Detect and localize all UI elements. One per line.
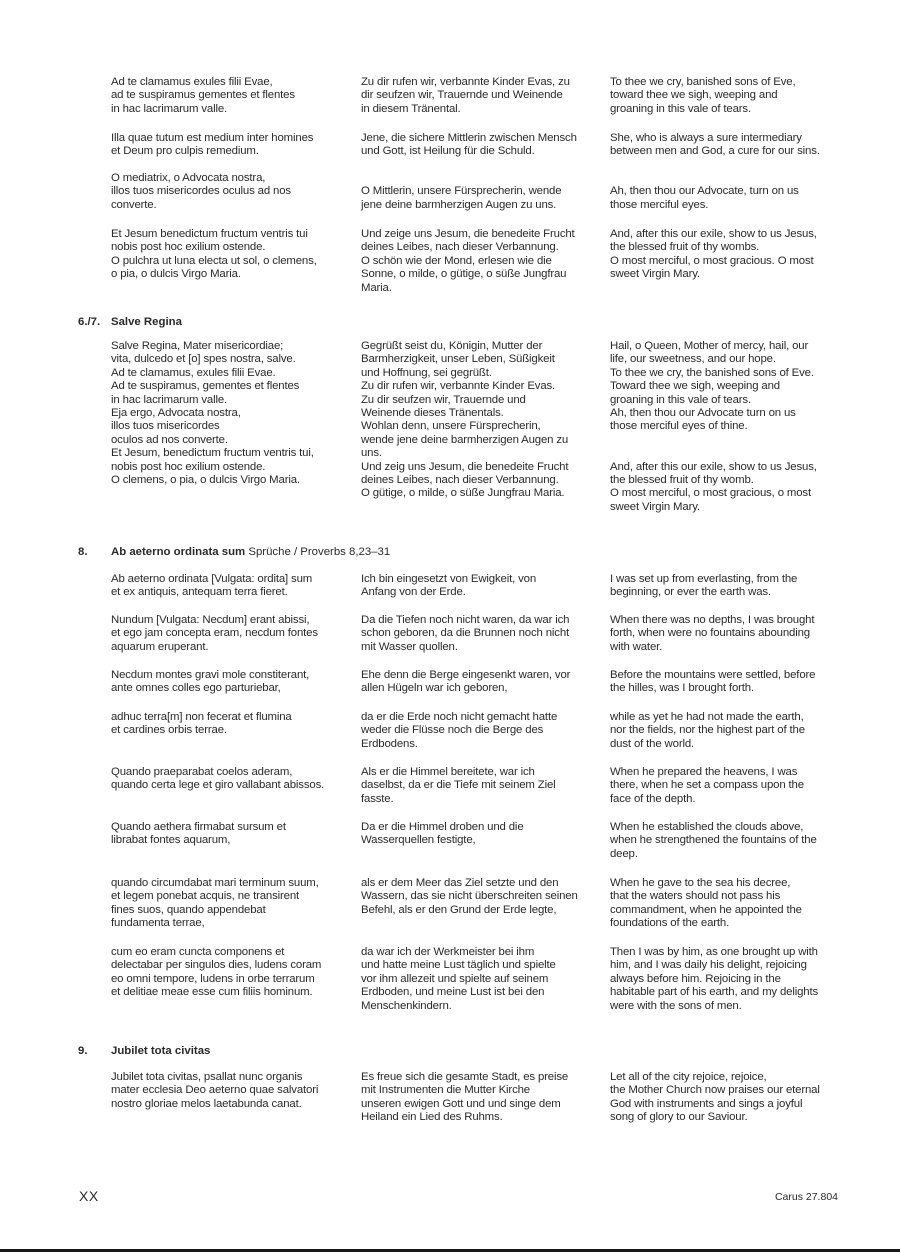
- latin-text: Illa quae tutum est medium inter homines et Deum pro culpis remedium.: [111, 132, 314, 158]
- english-text: Let all of the city rejoice, rejoice, the Mother Church now praises our eternal God with instruments and sings a joyful song of glory to our Saviour.: [610, 1071, 820, 1124]
- section-title-text: Ab aeterno ordinata sum: [111, 546, 246, 558]
- german-text: Es freue sich die gesamte Stadt, es preise mit Instrumenten die Mutter Kirche unseren ewigen Gott und und singe dem Heiland ein Lied des Ruhms.: [361, 1071, 569, 1124]
- english-text: When he prepared the heavens, I was there, when he set a compass upon the face of the depth.: [610, 766, 804, 805]
- english-text: Then I was by him, as one brought up with him, and I was daily his delight, rejoicing always before him. Rejoicing in the habitable part of his earth, and my delights were with the sons of men.: [610, 946, 819, 1012]
- german-text: Jene, die sichere Mittlerin zwischen Mensch und Gott, ist Heilung für die Schuld.: [361, 132, 577, 158]
- german-text: Ich bin eingesetzt von Ewigkeit, von Anfang von der Erde.: [361, 573, 537, 599]
- section-title-text: Jubilet tota civitas: [111, 1045, 211, 1057]
- latin-text: quando circumdabat mari terminum suum, et legem ponebat acquis, ne transirent fines suos, quando appendebat fundamenta terrae,: [111, 877, 319, 930]
- english-text: Hail, o Queen, Mother of mercy, hail, our life, our sweetness, and our hope. To thee we cry, the banished sons of Eve. Toward thee we sigh, weeping and groaning in this vale of tears. Ah, then thou our Advocate turn on us those merciful eyes of thine. And, after this our exile, show to us Jesus, the blessed fruit of thy womb. O most merciful, o most gracious, o most sweet Virgin Mary.: [610, 340, 817, 513]
- latin-text: O mediatrix, o Advocata nostra, illos tuos misericordes oculus ad nos converte.: [111, 172, 291, 211]
- latin-text: Ad te clamamus exules filii Evae, ad te suspiramus gementes et flentes in hac lacrimarum valle.: [111, 76, 295, 115]
- german-text: Gegrüßt seist du, Königin, Mutter der Barmherzigkeit, unser Leben, Süßigkeit und Hoffnung, sei gegrüßt. Zu dir rufen wir, verbannte Kinder Evas. Zu dir seufzen wir, Trauernde und Weinende dieses Tränentals. Wohlan denn, unsere Fürsprecherin, wende jene deine barmherzigen Augen zu uns. Und zeig uns Jesum, die benedeite Frucht deines Leibes, nach dieser Verbannung. O gütige, o milde, o süße Jungfrau Maria.: [361, 340, 569, 500]
- section-title: [111, 545, 390, 559]
- english-text: To thee we cry, banished sons of Eve, toward thee we sigh, weeping and groaning in this vale of tears.: [610, 76, 796, 115]
- catalog-number: Carus 27.804: [774, 1191, 838, 1203]
- latin-text: Quando praeparabat coelos aderam, quando certa lege et giro vallabant abissos.: [111, 766, 325, 792]
- latin-text: Necdum montes gravi mole constiterant, ante omnes colles ego parturiebar,: [111, 669, 310, 695]
- english-text: I was set up from everlasting, from the beginning, or ever the earth was.: [610, 573, 798, 599]
- german-text: da war ich der Werkmeister bei ihm und hatte meine Lust täglich und spielte vor ihm allezeit und spielte auf seinem Erdboden, und meine Lust ist bei den Menschenkindern.: [361, 946, 556, 1012]
- german-text: Als er die Himmel bereitete, war ich daselbst, da er die Tiefe mit seinem Ziel fasste.: [361, 766, 556, 805]
- english-text: When he established the clouds above, when he strengthened the fountains of the deep.: [610, 821, 817, 860]
- latin-text: Et Jesum benedictum fructum ventris tui nobis post hoc exilium ostende. O pulchra ut luna electa ut sol, o clemens, o pia, o dulcis Virgo Maria.: [111, 228, 317, 281]
- german-text: Ehe denn die Berge eingesenkt waren, vor allen Hügeln war ich geboren,: [361, 669, 571, 695]
- german-text: Da er die Himmel droben und die Wasserquellen festigte,: [361, 821, 524, 847]
- english-text: Before the mountains were settled, before the hilles, was I brought forth.: [610, 669, 816, 695]
- english-text: while as yet he had not made the earth, nor the fields, nor the highest part of the dust of the world.: [610, 711, 805, 750]
- english-text: She, who is always a sure intermediary between men and God, a cure for our sins.: [610, 132, 820, 158]
- english-text: And, after this our exile, show to us Jesus, the blessed fruit of thy wombs. O most merciful, o most gracious. O most sweet Virgin Mary.: [610, 228, 817, 281]
- german-text: O Mittlerin, unsere Fürsprecherin, wende jene deine barmherzigen Augen zu uns.: [361, 185, 562, 211]
- section-title-text: Salve Regina: [111, 316, 182, 328]
- german-text: da er die Erde noch nicht gemacht hatte weder die Flüsse noch die Berge des Erdbodens.: [361, 711, 558, 750]
- german-text: Da die Tiefen noch nicht waren, da war ich schon geboren, da die Brunnen noch nicht mit Wasser quollen.: [361, 614, 570, 653]
- section-number: 9.: [78, 1045, 88, 1057]
- german-text: als er dem Meer das Ziel setzte und den Wassern, das sie nicht überschreiten seinen Befehl, als er den Grund der Erde legte,: [361, 877, 578, 916]
- latin-text: Salve Regina, Mater misericordiae; vita, dulcedo et [o] spes nostra, salve. Ad te clamamus, exules filii Evae. Ad te suspiramus, gementes et flentes in hac lacrimarum valle. Eja ergo, Advocata nostra, illos tuos misericordes oculos ad nos converte. Et Jesum, benedictum fructum ventris tui, nobis post hoc exilium ostende. O clemens, o pia, o dulcis Virgo Maria.: [111, 340, 314, 487]
- latin-text: Jubilet tota civitas, psallat nunc organis mater ecclesia Deo aeterno quae salvatori nostro gloriae melos laetabunda canat.: [111, 1071, 319, 1110]
- latin-text: Quando aethera firmabat sursum et librabat fontes aquarum,: [111, 821, 286, 847]
- english-text: When he gave to the sea his decree, that the waters should not pass his commandment, when he appointed the foundations of the earth.: [610, 877, 802, 930]
- english-text: When there was no depths, I was brought forth, when were no fountains abounding with water.: [610, 614, 815, 653]
- page-number: XX: [79, 1188, 99, 1204]
- latin-text: adhuc terra[m] non fecerat et flumina et cardines orbis terrae.: [111, 711, 292, 737]
- section-title: [111, 1044, 210, 1058]
- section-subtitle: Sprüche / Proverbs 8,23–31: [245, 546, 391, 558]
- section-title: [111, 315, 182, 329]
- section-number: 8.: [78, 546, 88, 558]
- german-text: Zu dir rufen wir, verbannte Kinder Evas, zu dir seufzen wir, Trauernde und Weinende in diesem Tränental.: [361, 76, 570, 115]
- latin-text: Ab aeterno ordinata [Vulgata: ordita] sum et ex antiquis, antequam terra fieret.: [111, 573, 313, 599]
- latin-text: cum eo eram cuncta componens et delectabar per singulos dies, ludens coram eo omni tempore, ludens in orbe terrarum et delitiae meae esse cum filiis hominum.: [111, 946, 322, 999]
- section-number: 6./7.: [78, 316, 101, 328]
- latin-text: Nundum [Vulgata: Necdum] erant abissi, et ego jam concepta eram, necdum fontes aquarum eruperant.: [111, 614, 318, 653]
- german-text: Und zeige uns Jesum, die benedeite Frucht deines Leibes, nach dieser Verbannung. O schön wie der Mond, erlesen wie die Sonne, o milde, o gütige, o süße Jungfrau Maria.: [361, 228, 575, 294]
- english-text: Ah, then thou our Advocate, turn on us those merciful eyes.: [610, 185, 799, 211]
